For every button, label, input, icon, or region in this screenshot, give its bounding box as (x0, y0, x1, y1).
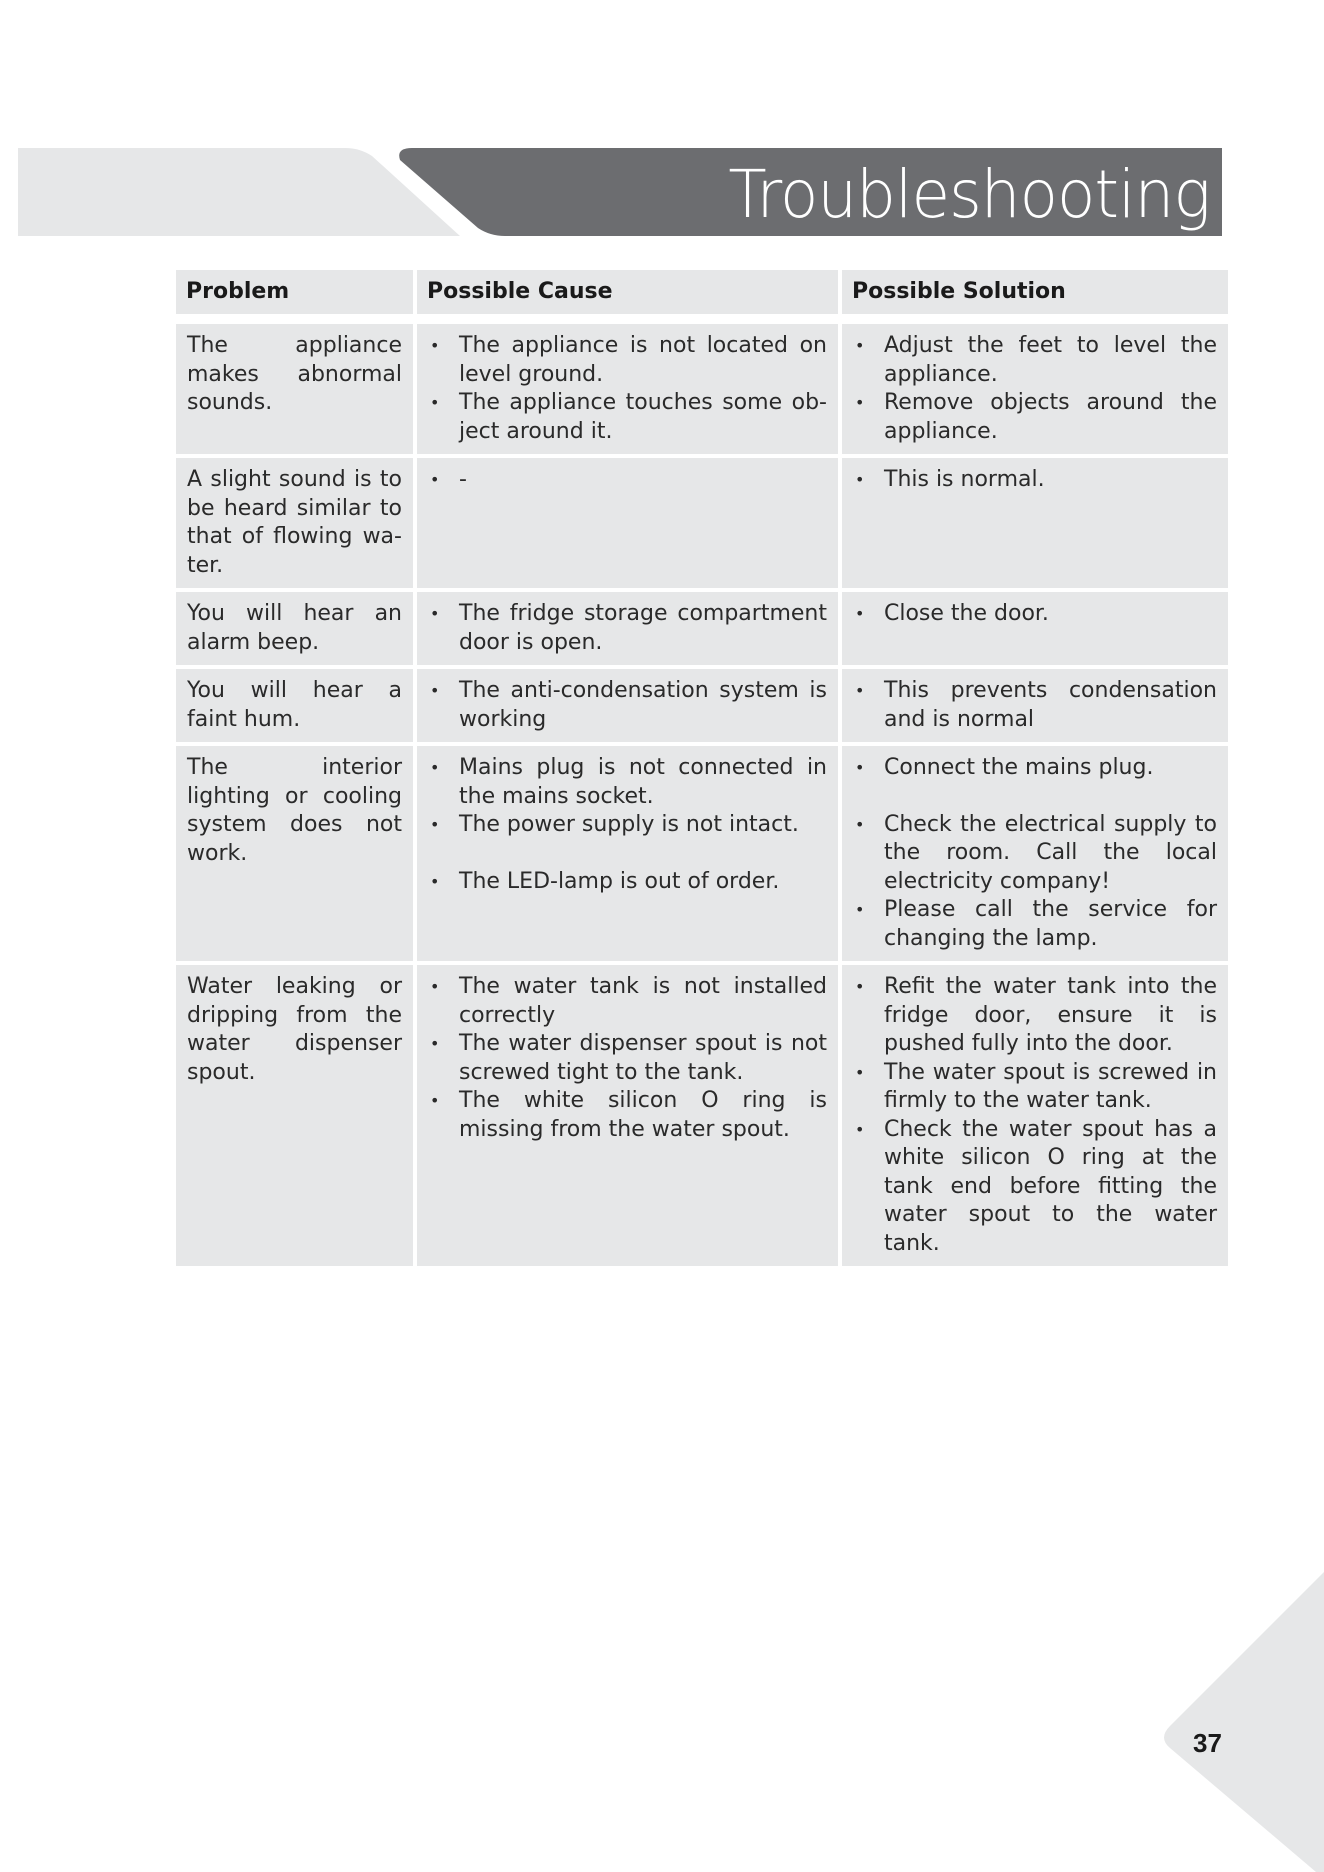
solution-item: • Check the water spout has a white silicon O ring at the tank end before fitting the water spout to the water tank. (853, 1116, 1217, 1259)
solution-item: • This prevents condensation and is normal (853, 677, 1217, 734)
cause-item: • The water tank is not installed correctly (428, 973, 827, 1030)
solution-item: • Adjust the feet to level the appliance. (853, 332, 1217, 389)
row-6-causes (417, 965, 838, 1266)
row-6-solutions (842, 965, 1228, 1266)
solution-item: • The water spout is screwed in firmly to the water tank. (853, 1059, 1217, 1116)
cause-item: • The LED-lamp is out of order. (428, 868, 827, 897)
header-problem: Problem (176, 270, 413, 314)
row-6-problem: Water leaking or dripping from the water dispenser spout. (176, 965, 413, 1266)
header-possible-cause: Possible Cause (417, 270, 838, 314)
cause-item: • Mains plug is not connected in the mains socket. (428, 754, 827, 811)
solution-item: • This is normal. (853, 466, 1217, 495)
cause-item: • The anti-condensation system is working (428, 677, 827, 734)
solution-item: • Remove objects around the appliance. (853, 389, 1217, 446)
page-title: Troubleshooting (728, 156, 1210, 233)
row-4-causes (417, 669, 838, 742)
row-5-problem: The interior lighting or cooling system does not work. (176, 746, 413, 961)
solution-item: • Check the electrical supply to the room. Call the local electricity company! (853, 811, 1217, 897)
row-4-problem: You will hear a faint hum. (176, 669, 413, 742)
cause-item: • The water dispenser spout is not screwed tight to the tank. (428, 1030, 827, 1087)
row-1-problem: The appliance makes abnormal sounds. (176, 324, 413, 454)
cause-item: • The power supply is not intact. (428, 811, 827, 840)
row-2-problem: A slight sound is to be heard similar to that of flowing water. (176, 458, 413, 588)
troubleshooting-table (176, 270, 1225, 1266)
corner-decoration (1144, 1572, 1324, 1872)
page-number: 37 (1193, 1728, 1222, 1758)
row-3-causes (417, 592, 838, 665)
banner-light-shape (18, 148, 460, 236)
cause-item: • The appliance touches some object around it. (428, 389, 827, 446)
row-4-solutions (842, 669, 1228, 742)
solution-item: • Please call the service for changing the lamp. (853, 896, 1217, 953)
row-3-solutions (842, 592, 1228, 665)
solution-item: • Close the door. (853, 600, 1217, 629)
row-3-problem: You will hear an alarm beep. (176, 592, 413, 665)
solution-item: • Refit the water tank into the fridge door, ensure it is pushed fully into the door. (853, 973, 1217, 1059)
row-2-solutions (842, 458, 1228, 588)
cause-item: • The fridge storage compartment door is open. (428, 600, 827, 657)
row-1-causes (417, 324, 838, 454)
row-5-solutions (842, 746, 1228, 961)
cause-item: • - (428, 466, 827, 495)
row-1-solutions (842, 324, 1228, 454)
cause-item: • The white silicon O ring is missing from the water spout. (428, 1087, 827, 1144)
cause-item: • The appliance is not located on level ground. (428, 332, 827, 389)
solution-item: • Connect the mains plug. (853, 754, 1217, 783)
row-5-causes (417, 746, 838, 961)
row-2-causes (417, 458, 838, 588)
header-possible-solution: Possible Solution (842, 270, 1228, 314)
